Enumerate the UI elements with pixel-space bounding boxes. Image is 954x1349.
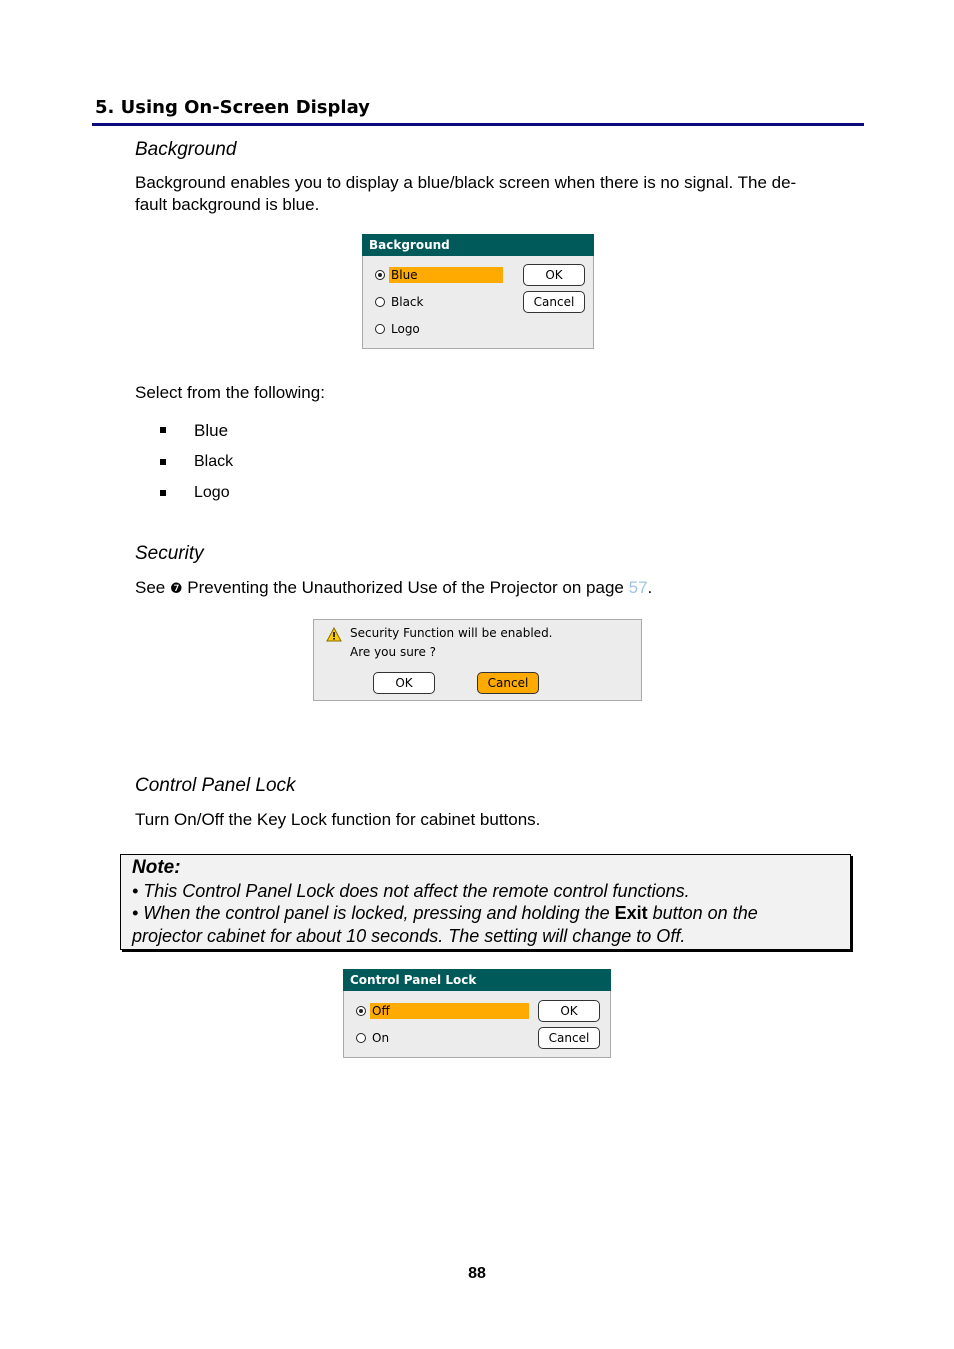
radio-selected-icon [375, 270, 385, 280]
note-box [120, 854, 851, 950]
radio-unselected-icon [356, 1033, 366, 1043]
page-link[interactable]: 57 [628, 578, 648, 597]
dialog-title: Background [362, 234, 594, 256]
control-panel-lock-dialog [343, 969, 611, 1058]
note-line3: projector cabinet for about 10 seconds. The setting will change to Off. [132, 925, 686, 946]
radio-label: Logo [391, 322, 420, 336]
background-para-line1: Background enables you to display a blue/black screen when there is no signal. The de- [135, 173, 797, 192]
note-line2-pre: • When the control panel is locked, pressing and holding the [132, 903, 615, 923]
page-number: 88 [468, 1265, 486, 1282]
background-para-line2: fault background is blue. [135, 195, 320, 214]
header-rule [92, 123, 864, 126]
dialog-title: Control Panel Lock [343, 969, 611, 991]
list-item-text: Black [194, 453, 234, 470]
security-heading: Security [135, 543, 204, 564]
warning-icon [326, 627, 342, 642]
radio-label: Blue [389, 267, 503, 283]
note-line1: • This Control Panel Lock does not affect the remote control functions. [132, 880, 690, 901]
select-intro: Select from the following: [135, 383, 325, 402]
see-prefix: See [135, 578, 170, 597]
confirm-line2: Are you sure ? [350, 645, 437, 659]
security-para [135, 577, 652, 600]
background-heading: Background [135, 139, 237, 160]
list-item-text: Logo [194, 484, 230, 501]
bullet-icon [160, 427, 166, 433]
cancel-button[interactable]: Cancel [477, 672, 539, 694]
note-exit-bold: Exit [614, 903, 648, 923]
see-text: Preventing the Unauthorized Use of the Projector on page [182, 578, 629, 597]
control-panel-lock-para: Turn On/Off the Key Lock function for cabinet buttons. [135, 810, 541, 829]
background-dialog [362, 234, 594, 349]
bullet-icon [160, 490, 166, 496]
ok-button[interactable]: OK [538, 1000, 600, 1022]
period: . [647, 578, 653, 597]
radio-selected-icon [356, 1006, 366, 1016]
radio-label: Black [391, 295, 424, 309]
section-title: 5. Using On-Screen Display [95, 97, 370, 118]
note-line2 [132, 902, 840, 925]
ok-button[interactable]: OK [373, 672, 435, 694]
confirm-line1: Security Function will be enabled. [350, 626, 553, 640]
control-panel-lock-heading: Control Panel Lock [135, 775, 296, 796]
radio-option-blue[interactable] [375, 267, 505, 283]
radio-unselected-icon [375, 324, 385, 334]
radio-unselected-icon [375, 297, 385, 307]
radio-option-off[interactable] [356, 1003, 531, 1019]
note-title: Note: [132, 857, 181, 878]
ok-button[interactable]: OK [523, 264, 585, 286]
cancel-button[interactable]: Cancel [538, 1027, 600, 1049]
radio-label: On [372, 1031, 390, 1045]
radio-label: Off [370, 1003, 529, 1019]
security-confirm-dialog [313, 619, 642, 701]
chapter-glyph: ❼ [169, 581, 183, 597]
cancel-button[interactable]: Cancel [523, 291, 585, 313]
note-line2-post: button on the [647, 903, 758, 923]
bullet-icon [160, 459, 166, 465]
list-item-text: Blue [194, 421, 229, 440]
